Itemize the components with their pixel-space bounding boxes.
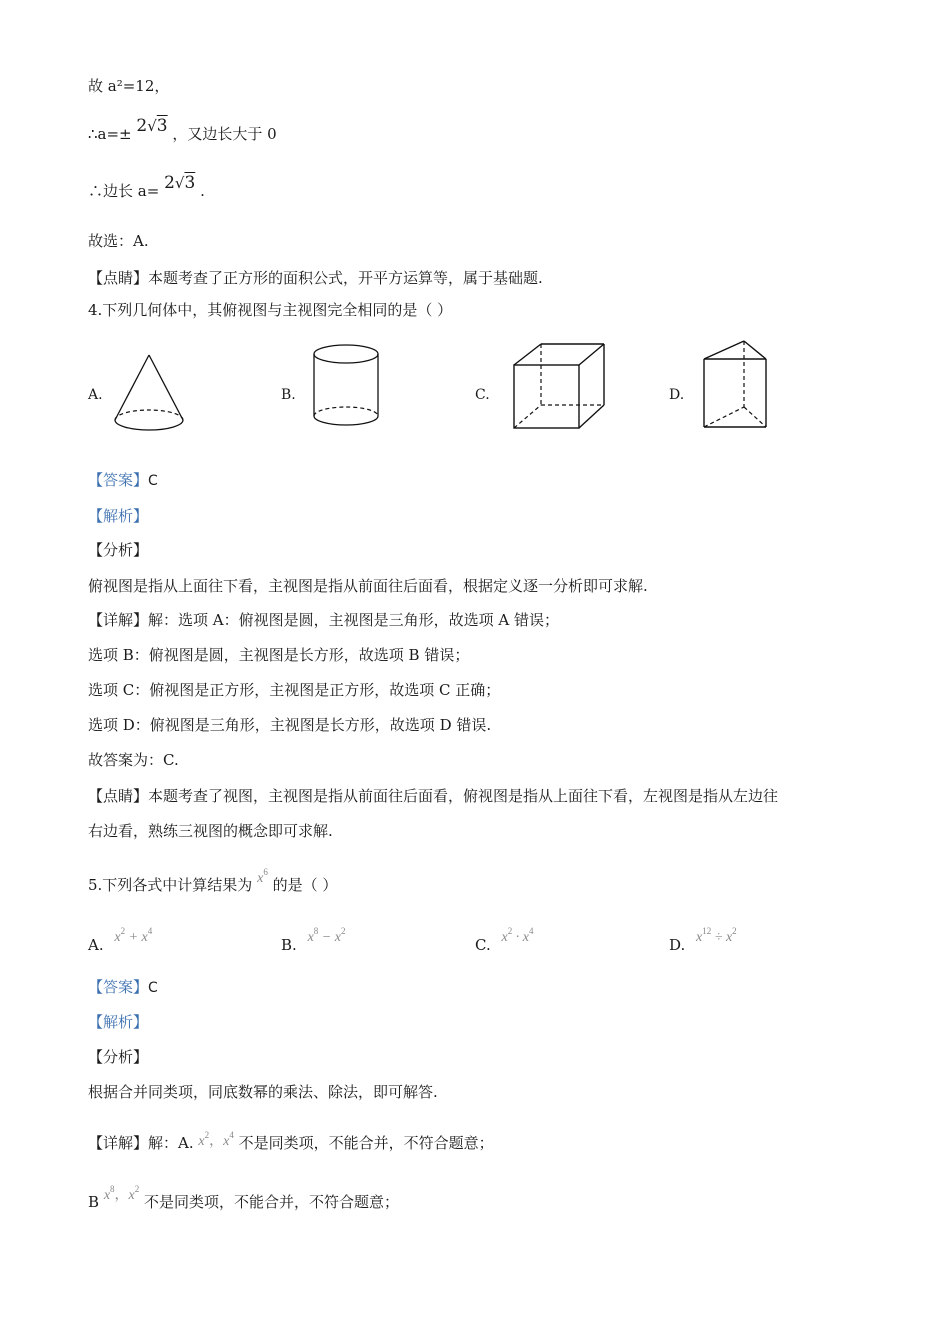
text-fragment: 的是（ ） xyxy=(272,876,338,894)
text-line: 右边看，熟练三视图的概念即可求解. xyxy=(88,822,333,840)
option-a-label: A. xyxy=(88,387,103,403)
text-line: 故选：A. xyxy=(88,232,149,250)
text-fragment: ∴边长 a= xyxy=(88,182,160,200)
cone-figure xyxy=(110,350,190,435)
note-line xyxy=(88,786,778,806)
note-line xyxy=(88,268,543,288)
analysis-heading: 【分析】 xyxy=(88,541,149,559)
answer-value: C xyxy=(148,980,158,996)
text-fragment: 解：A. xyxy=(148,1134,194,1152)
option-d-label: D. xyxy=(669,387,685,403)
text-fragment: 5.下列各式中计算结果为 xyxy=(88,876,253,894)
math-expr: $x^8$，$x^2$ xyxy=(103,1184,140,1203)
text-fragment: ，又边长大于 0 xyxy=(172,125,277,143)
prism-figure xyxy=(700,337,772,432)
detail-tag: 【详解】 xyxy=(88,611,149,629)
math-expr: $x^8 - x^2$ xyxy=(307,926,346,945)
detail-tag: 【详解】 xyxy=(88,1134,149,1152)
detail-line xyxy=(88,1128,494,1155)
text-line: 俯视图是指从上面往下看，主视图是指从前面往后面看，根据定义逐一分析即可求解. xyxy=(88,577,648,595)
math-expr: $x^2 \cdot x^4$ xyxy=(501,926,534,945)
text-line xyxy=(88,173,205,201)
text-line: 根据合并同类项，同底数幂的乘法、除法，即可解答. xyxy=(88,1083,438,1101)
detail-text: 解：选项 A：俯视图是圆，主视图是三角形，故选项 A 错误； xyxy=(148,611,559,629)
text-fragment: 不是同类项，不能合并，不符合题意； xyxy=(238,1134,494,1152)
text-line: 选项 B：俯视图是圆，主视图是长方形，故选项 B 错误； xyxy=(88,646,470,664)
sqrt-expression: 2√3 xyxy=(136,116,168,136)
text-fragment: . xyxy=(200,182,205,200)
text-fragment: ∴a=± xyxy=(88,125,132,143)
detail-line xyxy=(88,1184,400,1214)
option-d-label: D. xyxy=(669,936,686,954)
option-c-label: C. xyxy=(475,387,490,403)
math-expr: $x^2 + x^4$ xyxy=(114,926,153,945)
question-5-title xyxy=(88,867,338,897)
text-line: 选项 C：俯视图是正方形，主视图是正方形，故选项 C 正确； xyxy=(88,681,501,699)
note-text: 本题考查了视图，主视图是指从前面往后面看，俯视图是指从上面往下看，左视图是指从左边往 xyxy=(148,787,779,805)
note-text: 本题考查了正方形的面积公式，开平方运算等，属于基础题. xyxy=(148,269,543,287)
option-a xyxy=(88,926,153,957)
option-b-label: B. xyxy=(281,936,297,954)
parse-heading: 【解析】 xyxy=(88,1013,149,1031)
cube-figure xyxy=(510,341,610,433)
math-x6: $x^6$ xyxy=(257,867,268,886)
cylinder-figure xyxy=(310,343,382,431)
text-fragment: 不是同类项，不能合并，不符合题意； xyxy=(144,1193,400,1211)
option-d xyxy=(669,926,737,957)
option-c-label: C. xyxy=(475,936,491,954)
math-expr: $x^{12} \div x^2$ xyxy=(696,926,737,945)
analysis-heading: 【分析】 xyxy=(88,1048,149,1066)
text-line xyxy=(88,116,277,144)
text-fragment: B xyxy=(88,1193,100,1211)
answer-value: C xyxy=(148,473,158,489)
text-line: 故 a²=12， xyxy=(88,77,170,95)
option-b xyxy=(281,926,346,957)
answer-line xyxy=(88,977,158,998)
sqrt-expression: 2√3 xyxy=(164,173,196,193)
text-line: 选项 D：俯视图是三角形，主视图是长方形，故选项 D 错误. xyxy=(88,716,492,734)
option-a-label: A. xyxy=(88,936,104,954)
parse-heading: 【解析】 xyxy=(88,507,149,525)
option-b-label: B. xyxy=(281,387,296,403)
math-expr: $x^2$，$x^4$ xyxy=(198,1130,234,1149)
answer-line xyxy=(88,470,158,491)
answer-tag: 【答案】 xyxy=(88,471,149,489)
text-line: 故答案为：C. xyxy=(88,751,179,769)
question-4-title: 4.下列几何体中，其俯视图与主视图完全相同的是（ ） xyxy=(88,301,453,319)
detail-line xyxy=(88,610,559,630)
answer-tag: 【答案】 xyxy=(88,978,149,996)
option-c xyxy=(475,926,534,957)
note-tag: 【点睛】 xyxy=(88,787,149,805)
note-tag: 【点睛】 xyxy=(88,269,149,287)
